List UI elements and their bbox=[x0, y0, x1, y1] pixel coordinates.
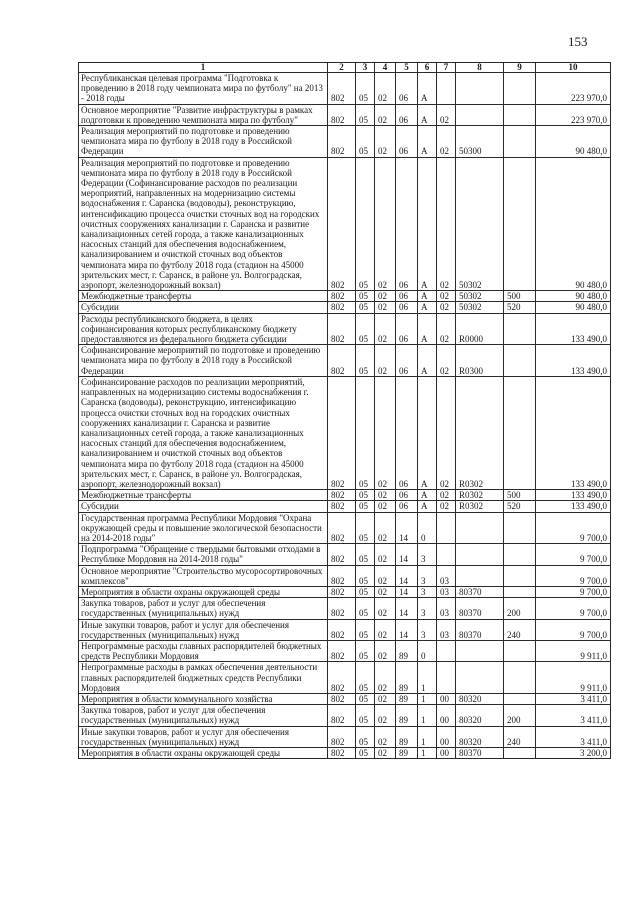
row-amount: 9 700,0 bbox=[536, 565, 611, 586]
row-description: Государственная программа Республики Мордовия "Охрана окружающей среды и повышение экологической безопасности на 2014-2018 годы" bbox=[79, 512, 328, 544]
row-code-c9 bbox=[504, 565, 536, 586]
row-amount: 9 911,0 bbox=[536, 662, 611, 694]
row-code-c7: 00 bbox=[437, 748, 456, 759]
row-description: Субсидии bbox=[79, 501, 328, 512]
row-code-c2: 802 bbox=[328, 598, 356, 619]
row-code-c7: 03 bbox=[437, 565, 456, 586]
table-row bbox=[79, 512, 611, 544]
row-code-c5: 89 bbox=[396, 640, 418, 661]
row-code-c3: 05 bbox=[356, 693, 375, 704]
row-code-c3: 05 bbox=[356, 640, 375, 661]
row-code-c8: 80320 bbox=[456, 726, 504, 747]
row-code-c2: 802 bbox=[328, 640, 356, 661]
row-amount: 9 700,0 bbox=[536, 512, 611, 544]
header-row bbox=[79, 63, 611, 73]
row-code-c6: А bbox=[418, 73, 437, 105]
row-code-c2: 802 bbox=[328, 512, 356, 544]
col-header: 2 bbox=[328, 63, 356, 73]
row-code-c4: 02 bbox=[375, 345, 396, 377]
row-code-c8: 50302 bbox=[456, 302, 504, 313]
row-code-c7: 02 bbox=[437, 157, 456, 291]
row-code-c3: 05 bbox=[356, 748, 375, 759]
table-row bbox=[79, 376, 611, 489]
row-code-c5: 89 bbox=[396, 726, 418, 747]
row-code-c4: 02 bbox=[375, 726, 396, 747]
row-description: Мероприятия в области охраны окружающей среды bbox=[79, 586, 328, 597]
row-code-c4: 02 bbox=[375, 598, 396, 619]
row-code-c9 bbox=[504, 640, 536, 661]
col-header: 1 bbox=[79, 63, 328, 73]
row-code-c7: 03 bbox=[437, 586, 456, 597]
budget-table bbox=[78, 62, 611, 759]
table-row bbox=[79, 619, 611, 640]
row-amount: 133 490,0 bbox=[536, 313, 611, 345]
row-code-c2: 802 bbox=[328, 104, 356, 125]
table-row bbox=[79, 586, 611, 597]
col-header: 4 bbox=[375, 63, 396, 73]
col-header: 3 bbox=[356, 63, 375, 73]
row-code-c5: 06 bbox=[396, 313, 418, 345]
row-code-c8: 50302 bbox=[456, 291, 504, 302]
row-code-c9 bbox=[504, 544, 536, 565]
row-code-c9: 240 bbox=[504, 726, 536, 747]
row-code-c7: 03 bbox=[437, 598, 456, 619]
row-code-c3: 05 bbox=[356, 512, 375, 544]
row-code-c6: 1 bbox=[418, 748, 437, 759]
row-amount: 223 970,0 bbox=[536, 104, 611, 125]
row-description: Подпрограмма "Обращение с твердыми бытовыми отходами в Республике Мордовия на 2014-2018 годы" bbox=[79, 544, 328, 565]
row-code-c2: 802 bbox=[328, 501, 356, 512]
row-code-c8 bbox=[456, 544, 504, 565]
row-code-c7 bbox=[437, 640, 456, 661]
row-code-c2: 802 bbox=[328, 126, 356, 158]
row-code-c7: 02 bbox=[437, 501, 456, 512]
row-amount: 133 490,0 bbox=[536, 501, 611, 512]
row-code-c5: 14 bbox=[396, 544, 418, 565]
row-description: Реализация мероприятий по подготовке и проведению чемпионата мира по футболу в 2018 году в Российской Федерации (Софинансирование расходов по реализации мероприятий, направленных на модернизацию системы водоснабжения г. Саранска (водоводы), реконструкцию, интенсификацию процесса очистки сточных вод на городских очистных сооружениях канализации г. Саранска и развитие канализационных сетей города, а также канализационных насосных станций для обеспечения водоснабжением, канализированием и очисткой сточных вод объектов чемпионата мира по футболу 2018 года (стадион на 45000 зрительских мест, г. Саранск, в районе ул. Волгоградская, аэропорт, железнодорожный вокзал) bbox=[79, 157, 328, 291]
row-code-c8 bbox=[456, 73, 504, 105]
row-code-c5: 89 bbox=[396, 705, 418, 726]
row-code-c7 bbox=[437, 544, 456, 565]
row-code-c9: 520 bbox=[504, 302, 536, 313]
row-code-c6: 1 bbox=[418, 705, 437, 726]
row-code-c6: А bbox=[418, 104, 437, 125]
row-code-c4: 02 bbox=[375, 302, 396, 313]
row-code-c3: 05 bbox=[356, 598, 375, 619]
row-code-c4: 02 bbox=[375, 705, 396, 726]
row-description: Иные закупки товаров, работ и услуг для обеспечения государственных (муниципальных) нужд bbox=[79, 726, 328, 747]
page-number: 153 bbox=[568, 34, 588, 49]
row-amount: 90 480,0 bbox=[536, 126, 611, 158]
row-code-c3: 05 bbox=[356, 565, 375, 586]
row-description: Софинансирование мероприятий по подготовке и проведению чемпионата мира по футболу в 2018 году в Российской Федерации bbox=[79, 345, 328, 377]
row-code-c9: 200 bbox=[504, 598, 536, 619]
row-code-c8: 80370 bbox=[456, 619, 504, 640]
row-description: Республиканская целевая программа "Подготовка к проведению в 2018 году чемпионата мира по футболу" на 2013 - 2018 годы bbox=[79, 73, 328, 105]
row-code-c5: 14 bbox=[396, 512, 418, 544]
row-code-c3: 05 bbox=[356, 726, 375, 747]
row-code-c5: 06 bbox=[396, 291, 418, 302]
row-code-c9: 200 bbox=[504, 705, 536, 726]
table-row bbox=[79, 565, 611, 586]
row-description: Непрограммные расходы в рамках обеспечения деятельности главных распорядителей бюджетных средств Республики Мордовия bbox=[79, 662, 328, 694]
row-code-c6: 3 bbox=[418, 565, 437, 586]
row-code-c7 bbox=[437, 512, 456, 544]
row-code-c4: 02 bbox=[375, 544, 396, 565]
row-code-c6: А bbox=[418, 490, 437, 501]
row-code-c8: R0300 bbox=[456, 345, 504, 377]
table-row bbox=[79, 693, 611, 704]
row-code-c5: 06 bbox=[396, 104, 418, 125]
table-row bbox=[79, 157, 611, 291]
row-code-c3: 05 bbox=[356, 619, 375, 640]
row-code-c6: 1 bbox=[418, 662, 437, 694]
col-header: 8 bbox=[456, 63, 504, 73]
row-code-c8: R0302 bbox=[456, 376, 504, 489]
row-code-c3: 05 bbox=[356, 104, 375, 125]
row-code-c7: 02 bbox=[437, 313, 456, 345]
row-code-c5: 06 bbox=[396, 302, 418, 313]
row-code-c4: 02 bbox=[375, 640, 396, 661]
row-code-c4: 02 bbox=[375, 104, 396, 125]
row-code-c3: 05 bbox=[356, 157, 375, 291]
row-code-c7: 02 bbox=[437, 126, 456, 158]
table-row bbox=[79, 662, 611, 694]
row-code-c7: 02 bbox=[437, 345, 456, 377]
row-code-c2: 802 bbox=[328, 302, 356, 313]
row-code-c5: 06 bbox=[396, 157, 418, 291]
row-amount: 223 970,0 bbox=[536, 73, 611, 105]
row-code-c2: 802 bbox=[328, 748, 356, 759]
row-code-c6: А bbox=[418, 157, 437, 291]
row-code-c3: 05 bbox=[356, 544, 375, 565]
row-amount: 3 411,0 bbox=[536, 705, 611, 726]
row-code-c6: А bbox=[418, 302, 437, 313]
row-amount: 133 490,0 bbox=[536, 345, 611, 377]
row-amount: 9 700,0 bbox=[536, 544, 611, 565]
row-code-c9: 500 bbox=[504, 490, 536, 501]
row-code-c9: 500 bbox=[504, 291, 536, 302]
row-code-c2: 802 bbox=[328, 376, 356, 489]
row-amount: 3 200,0 bbox=[536, 748, 611, 759]
row-code-c4: 02 bbox=[375, 748, 396, 759]
row-description: Основное мероприятие "Строительство мусоросортировочных комплексов" bbox=[79, 565, 328, 586]
row-code-c2: 802 bbox=[328, 586, 356, 597]
col-header: 5 bbox=[396, 63, 418, 73]
table-row bbox=[79, 104, 611, 125]
row-code-c9 bbox=[504, 126, 536, 158]
row-code-c7: 02 bbox=[437, 104, 456, 125]
row-code-c3: 05 bbox=[356, 490, 375, 501]
row-code-c6: А bbox=[418, 376, 437, 489]
table-row bbox=[79, 126, 611, 158]
row-code-c7 bbox=[437, 73, 456, 105]
row-code-c5: 89 bbox=[396, 662, 418, 694]
row-code-c4: 02 bbox=[375, 586, 396, 597]
row-code-c5: 89 bbox=[396, 748, 418, 759]
row-description: Мероприятия в области коммунального хозяйства bbox=[79, 693, 328, 704]
row-code-c2: 802 bbox=[328, 705, 356, 726]
row-code-c5: 14 bbox=[396, 598, 418, 619]
row-code-c4: 02 bbox=[375, 619, 396, 640]
row-code-c9 bbox=[504, 157, 536, 291]
row-code-c9 bbox=[504, 313, 536, 345]
row-code-c2: 802 bbox=[328, 157, 356, 291]
row-code-c4: 02 bbox=[375, 157, 396, 291]
row-code-c4: 02 bbox=[375, 501, 396, 512]
row-code-c5: 14 bbox=[396, 586, 418, 597]
row-code-c2: 802 bbox=[328, 662, 356, 694]
row-code-c2: 802 bbox=[328, 345, 356, 377]
row-code-c8: 80320 bbox=[456, 693, 504, 704]
row-code-c5: 14 bbox=[396, 619, 418, 640]
row-code-c8 bbox=[456, 512, 504, 544]
row-code-c8: R0302 bbox=[456, 490, 504, 501]
row-code-c6: 0 bbox=[418, 640, 437, 661]
row-code-c5: 06 bbox=[396, 501, 418, 512]
row-code-c6: А bbox=[418, 126, 437, 158]
row-code-c3: 05 bbox=[356, 345, 375, 377]
row-code-c4: 02 bbox=[375, 662, 396, 694]
row-code-c5: 06 bbox=[396, 376, 418, 489]
row-code-c2: 802 bbox=[328, 73, 356, 105]
row-code-c4: 02 bbox=[375, 512, 396, 544]
table-row bbox=[79, 640, 611, 661]
table-row bbox=[79, 73, 611, 105]
table-row bbox=[79, 748, 611, 759]
row-code-c4: 02 bbox=[375, 73, 396, 105]
table-row bbox=[79, 501, 611, 512]
table-row bbox=[79, 313, 611, 345]
row-code-c9 bbox=[504, 693, 536, 704]
row-code-c7: 00 bbox=[437, 705, 456, 726]
row-code-c3: 05 bbox=[356, 126, 375, 158]
row-code-c8 bbox=[456, 565, 504, 586]
row-code-c5: 14 bbox=[396, 565, 418, 586]
row-code-c3: 05 bbox=[356, 291, 375, 302]
row-code-c6: А bbox=[418, 291, 437, 302]
col-header: 9 bbox=[504, 63, 536, 73]
row-code-c4: 02 bbox=[375, 376, 396, 489]
row-code-c9 bbox=[504, 345, 536, 377]
row-amount: 90 480,0 bbox=[536, 291, 611, 302]
row-amount: 3 411,0 bbox=[536, 693, 611, 704]
row-code-c2: 802 bbox=[328, 619, 356, 640]
row-code-c9 bbox=[504, 73, 536, 105]
row-code-c2: 802 bbox=[328, 313, 356, 345]
row-code-c4: 02 bbox=[375, 126, 396, 158]
row-code-c9: 520 bbox=[504, 501, 536, 512]
row-description: Расходы республиканского бюджета, в целях софинансирования которых республиканскому бюджету предоставляются из федерального бюджета субсидии bbox=[79, 313, 328, 345]
row-code-c5: 89 bbox=[396, 693, 418, 704]
row-amount: 9 911,0 bbox=[536, 640, 611, 661]
row-code-c4: 02 bbox=[375, 693, 396, 704]
table-row bbox=[79, 291, 611, 302]
row-code-c9 bbox=[504, 376, 536, 489]
row-code-c7: 02 bbox=[437, 490, 456, 501]
row-code-c5: 06 bbox=[396, 490, 418, 501]
row-amount: 90 480,0 bbox=[536, 302, 611, 313]
row-code-c6: А bbox=[418, 313, 437, 345]
row-code-c3: 05 bbox=[356, 586, 375, 597]
row-description: Основное мероприятие "Развитие инфраструктуры в рамках подготовки к проведению чемпионата мира по футболу" bbox=[79, 104, 328, 125]
row-description: Иные закупки товаров, работ и услуг для обеспечения государственных (муниципальных) нужд bbox=[79, 619, 328, 640]
row-code-c8: 80320 bbox=[456, 705, 504, 726]
row-code-c6: 3 bbox=[418, 619, 437, 640]
row-code-c7: 03 bbox=[437, 619, 456, 640]
row-code-c6: 3 bbox=[418, 544, 437, 565]
row-code-c2: 802 bbox=[328, 726, 356, 747]
row-code-c7 bbox=[437, 662, 456, 694]
table-row bbox=[79, 302, 611, 313]
row-description: Мероприятия в области охраны окружающей среды bbox=[79, 748, 328, 759]
row-code-c4: 02 bbox=[375, 313, 396, 345]
row-code-c7: 02 bbox=[437, 302, 456, 313]
row-description: Субсидии bbox=[79, 302, 328, 313]
row-code-c8: R0000 bbox=[456, 313, 504, 345]
table-row bbox=[79, 705, 611, 726]
row-code-c7: 00 bbox=[437, 693, 456, 704]
row-code-c5: 06 bbox=[396, 73, 418, 105]
row-amount: 9 700,0 bbox=[536, 619, 611, 640]
row-description: Закупка товаров, работ и услуг для обеспечения государственных (муниципальных) нужд bbox=[79, 705, 328, 726]
row-code-c9 bbox=[504, 662, 536, 694]
table-row bbox=[79, 544, 611, 565]
row-code-c6: 1 bbox=[418, 693, 437, 704]
row-description: Софинансирование расходов по реализации мероприятий, направленных на модернизацию системы водоснабжения г. Саранска (водоводы), реконструкцию, интенсификацию процесса очистки сточных вод на городских очистных сооружениях канализации г. Саранска и развитие канализационных сетей города, а также канализационных насосных станций для обеспечения водоснабжением, канализированием и очисткой сточных вод объектов чемпионата мира по футболу 2018 года (стадион на 45000 зрительских мест, г. Саранск, в районе ул. Волгоградская, аэропорт, железнодорожный вокзал) bbox=[79, 376, 328, 489]
row-amount: 3 411,0 bbox=[536, 726, 611, 747]
row-code-c9 bbox=[504, 586, 536, 597]
row-code-c6: А bbox=[418, 501, 437, 512]
table-row bbox=[79, 490, 611, 501]
row-code-c3: 05 bbox=[356, 313, 375, 345]
table-row bbox=[79, 598, 611, 619]
row-code-c8: 80370 bbox=[456, 748, 504, 759]
table-row bbox=[79, 726, 611, 747]
row-code-c8: 80370 bbox=[456, 586, 504, 597]
row-code-c7: 00 bbox=[437, 726, 456, 747]
row-code-c3: 05 bbox=[356, 376, 375, 489]
row-code-c9 bbox=[504, 512, 536, 544]
row-code-c4: 02 bbox=[375, 565, 396, 586]
col-header: 7 bbox=[437, 63, 456, 73]
col-header: 10 bbox=[536, 63, 611, 73]
row-code-c2: 802 bbox=[328, 490, 356, 501]
row-code-c5: 06 bbox=[396, 345, 418, 377]
row-description: Реализация мероприятий по подготовке и проведению чемпионата мира по футболу в 2018 году в Российской Федерации bbox=[79, 126, 328, 158]
row-amount: 133 490,0 bbox=[536, 490, 611, 501]
row-amount: 9 700,0 bbox=[536, 598, 611, 619]
row-code-c3: 05 bbox=[356, 705, 375, 726]
row-code-c8: 50300 bbox=[456, 126, 504, 158]
row-code-c8 bbox=[456, 662, 504, 694]
row-code-c2: 802 bbox=[328, 291, 356, 302]
row-code-c6: 3 bbox=[418, 598, 437, 619]
row-code-c9 bbox=[504, 104, 536, 125]
row-description: Межбюджетные трансферты bbox=[79, 291, 328, 302]
table-row bbox=[79, 345, 611, 377]
row-code-c9: 240 bbox=[504, 619, 536, 640]
row-code-c8: 50302 bbox=[456, 157, 504, 291]
row-code-c6: 3 bbox=[418, 586, 437, 597]
row-code-c3: 05 bbox=[356, 662, 375, 694]
row-code-c6: 1 bbox=[418, 726, 437, 747]
row-code-c4: 02 bbox=[375, 291, 396, 302]
row-code-c8: 80370 bbox=[456, 598, 504, 619]
row-code-c2: 802 bbox=[328, 544, 356, 565]
col-header: 6 bbox=[418, 63, 437, 73]
row-description: Закупка товаров, работ и услуг для обеспечения государственных (муниципальных) нужд bbox=[79, 598, 328, 619]
row-code-c9 bbox=[504, 748, 536, 759]
row-amount: 90 480,0 bbox=[536, 157, 611, 291]
row-code-c5: 06 bbox=[396, 126, 418, 158]
row-code-c3: 05 bbox=[356, 302, 375, 313]
row-code-c3: 05 bbox=[356, 73, 375, 105]
row-code-c7: 02 bbox=[437, 376, 456, 489]
row-code-c2: 802 bbox=[328, 565, 356, 586]
row-amount: 133 490,0 bbox=[536, 376, 611, 489]
row-code-c8 bbox=[456, 104, 504, 125]
row-code-c8 bbox=[456, 640, 504, 661]
row-description: Непрограммные расходы главных распорядителей бюджетных средств Республики Мордовия bbox=[79, 640, 328, 661]
row-code-c6: А bbox=[418, 345, 437, 377]
row-description: Межбюджетные трансферты bbox=[79, 490, 328, 501]
row-code-c3: 05 bbox=[356, 501, 375, 512]
row-code-c2: 802 bbox=[328, 693, 356, 704]
row-code-c7: 02 bbox=[437, 291, 456, 302]
row-amount: 9 700,0 bbox=[536, 586, 611, 597]
row-code-c8: R0302 bbox=[456, 501, 504, 512]
row-code-c4: 02 bbox=[375, 490, 396, 501]
row-code-c6: 0 bbox=[418, 512, 437, 544]
